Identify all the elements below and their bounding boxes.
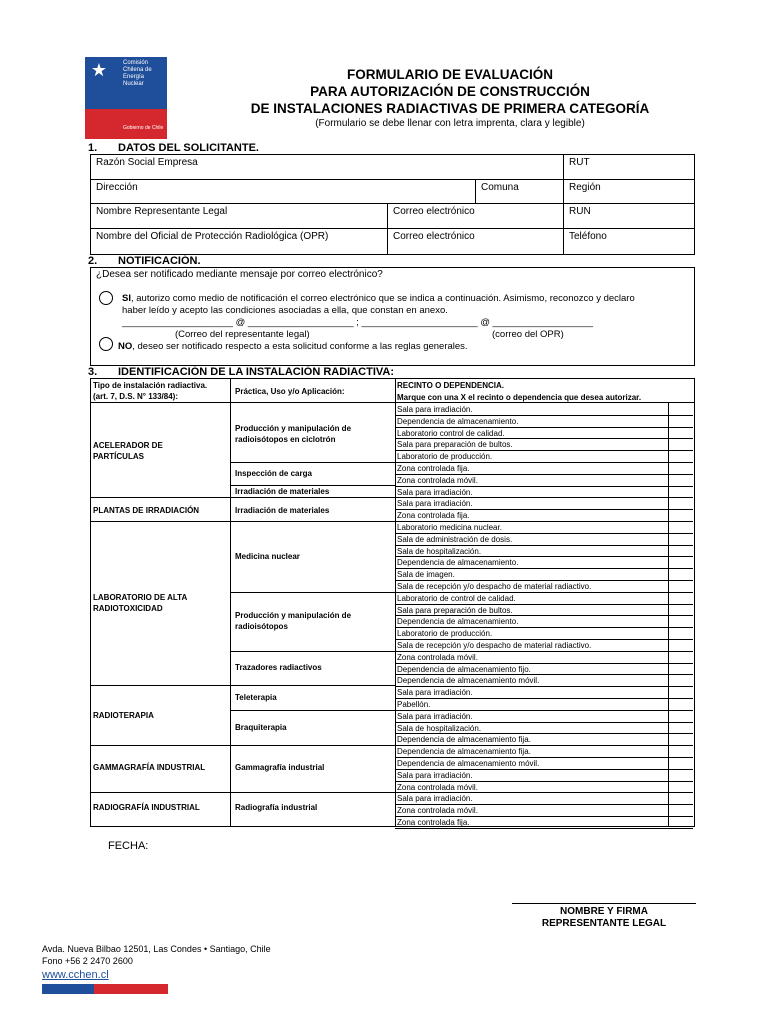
practice-radioisotopos [235, 610, 385, 632]
practice-ciclotron [235, 423, 385, 445]
practice-irradiacion-1 [235, 486, 385, 497]
recinto-row: Sala para preparación de bultos. [397, 440, 513, 450]
recinto-row: Laboratorio de control de calidad. [397, 593, 516, 603]
practice-label: Irradiación de materiales [235, 487, 330, 496]
table-divider [563, 154, 564, 255]
category-label: PLANTAS DE IRRADIACIÓN [93, 506, 200, 515]
recinto-row: Zona controlada móvil. [397, 782, 478, 792]
no-label: NO [118, 341, 133, 352]
category-laboratorio [93, 592, 187, 614]
correo-representante-caption: (Correo del representante legal) [175, 329, 310, 340]
no-text: , deseo ser notificado respecto a esta solicitud conforme a las reglas generales. [132, 341, 468, 352]
practice-label: Trazadores radiactivos [235, 663, 322, 672]
si-label: SI [122, 293, 131, 304]
footer-address: Avda. Nueva Bilbao 12501, Las Condes • Santiago, Chile [42, 944, 271, 954]
recinto-row: Dependencia de almacenamiento fijo. [397, 664, 531, 674]
notification-question: ¿Desea ser notificado mediante mensaje por correo electrónico? [96, 269, 383, 280]
form-title-line-1: FORMULARIO DE EVALUACIÓN [347, 67, 553, 82]
practice-label: Irradiación de materiales [235, 506, 330, 515]
practice-label: radioisótopos en ciclotrón [235, 435, 336, 444]
recinto-row: Zona controlada fija. [397, 511, 470, 521]
form-title-line-3: DE INSTALACIONES RADIACTIVAS DE PRIMERA CATEGORÍA [250, 101, 650, 116]
telefono-field[interactable]: Teléfono [569, 231, 607, 242]
practice-medicina-nuclear [235, 551, 385, 562]
opr-name-field[interactable]: Nombre del Oficial de Protección Radiológica (OPR) [96, 231, 329, 242]
category-acelerador [93, 440, 163, 462]
recinto-row: Laboratorio control de calidad. [397, 428, 505, 438]
table-divider [230, 592, 395, 593]
category-label: ACELERADOR DE [93, 441, 163, 450]
section-3-title: IDENTIFICACIÓN DE LA INSTALACIÓN RADIACTIVA: [118, 366, 395, 378]
recinto-row: Sala de hospitalización. [397, 546, 482, 556]
recinto-row: Sala de imagen. [397, 570, 455, 580]
signature-line[interactable] [512, 903, 696, 904]
si-text-1: , autorizo como medio de notificación el correo electrónico que se indica a continuación. Asimismo, reconozco y declaro [130, 293, 635, 304]
table-divider [90, 685, 395, 686]
footer-red-bar [94, 984, 168, 994]
practice-label: Gammagrafía industrial [235, 763, 325, 772]
recinto-row: Laboratorio de producción. [397, 452, 493, 462]
region-field[interactable]: Región [569, 182, 601, 193]
practice-label: radioisótopos [235, 622, 288, 631]
practice-label: Teleterapia [235, 693, 277, 702]
representante-legal-field[interactable]: Nombre Representante Legal [96, 206, 228, 217]
table-divider [230, 378, 231, 827]
category-label: LABORATORIO DE ALTA [93, 593, 188, 602]
fecha-label[interactable]: FECHA: [108, 840, 149, 852]
logo-text: Comisión Chilena de Energía Nuclear [123, 60, 152, 87]
category-radioterapia [93, 710, 154, 721]
recinto-row: Sala de hospitalización. [397, 723, 482, 733]
recinto-row: Dependencia de almacenamiento móvil. [397, 676, 540, 686]
col-header-tipo-2: (art. 7, D.S. N° 133/84): [93, 392, 179, 401]
recinto-row: Dependencia de almacenamiento. [397, 617, 519, 627]
practice-label: Medicina nuclear [235, 552, 300, 561]
table-divider [230, 710, 395, 711]
section-1-number: 1. [88, 142, 98, 154]
practice-trazadores [235, 662, 385, 673]
category-label: RADIOTOXICIDAD [93, 604, 163, 613]
table-divider [90, 521, 395, 522]
category-label: RADIOGRAFÍA INDUSTRIAL [93, 803, 200, 812]
section-2-heading [88, 255, 201, 267]
col-header-tipo-1: Tipo de instalación radiactiva. [93, 381, 208, 390]
recinto-row: Dependencia de almacenamiento fija. [397, 747, 531, 757]
footer-blue-bar [42, 984, 94, 994]
recinto-row: Sala para irradiación. [397, 487, 473, 497]
recinto-row: Pabellón. [397, 700, 431, 709]
recinto-divider [395, 828, 693, 829]
correo-opr-field[interactable]: Correo electrónico [393, 231, 475, 242]
table-divider [90, 497, 395, 498]
practice-gammagrafia [235, 762, 385, 773]
recinto-row: Dependencia de almacenamiento fija. [397, 735, 531, 745]
recinto-row: Sala para irradiación. [397, 794, 473, 804]
signature-label-1: NOMBRE Y FIRMA [560, 906, 648, 917]
recinto-row: Sala para irradiación. [397, 711, 473, 721]
practice-label: Radiografía industrial [235, 803, 318, 812]
practice-teleterapia [235, 692, 385, 703]
logo-gobierno-text: Gobierno de Chile [123, 125, 164, 131]
practice-label: Producción y manipulación de [235, 424, 352, 433]
recinto-row: Sala para preparación de bultos. [397, 605, 513, 615]
footer-phone: Fono +56 2 2470 2600 [42, 956, 133, 966]
category-label: PARTÍCULAS [93, 452, 144, 461]
recinto-row: Zona controlada móvil. [397, 806, 478, 816]
si-radio[interactable] [99, 291, 113, 305]
section-3-number: 3. [88, 366, 98, 378]
recinto-row: Sala de administración de dosis. [397, 534, 513, 544]
col-header-recinto-2: Marque con una X el recinto o dependencia que desea autorizar. [397, 393, 642, 402]
category-gammagrafia [93, 762, 205, 773]
email-entry-line[interactable]: _____________________ @ ____________________ ; ______________________ @ ___________________ [122, 317, 594, 328]
table-divider [90, 792, 395, 793]
table-divider [90, 203, 695, 204]
recinto-row: Laboratorio de producción. [397, 629, 493, 639]
practice-label: Braquiterapia [235, 723, 287, 732]
category-label: GAMMAGRAFÍA INDUSTRIAL [93, 763, 206, 772]
recinto-row: Zona controlada fija. [397, 464, 470, 473]
practice-label: Inspección de carga [235, 469, 312, 478]
recinto-row: Sala para irradiación. [397, 405, 473, 414]
table-divider [230, 462, 395, 463]
table-divider [475, 179, 476, 203]
practice-radiografia [235, 802, 385, 813]
no-option-text [118, 341, 468, 353]
section-2-number: 2. [88, 255, 98, 267]
razon-social-field[interactable]: Razón Social Empresa [96, 157, 198, 168]
recinto-row: Zona controlada móvil. [397, 475, 478, 485]
section-2-title: NOTIFICACIÓN. [118, 255, 201, 267]
col-header-practica: Práctica, Uso y/o Aplicación: [235, 387, 345, 396]
table-divider [230, 651, 395, 652]
section-3-heading [88, 366, 394, 378]
section-1-heading [88, 142, 259, 154]
direccion-field[interactable]: Dirección [96, 182, 138, 193]
recinto-row: Laboratorio medicina nuclear. [397, 523, 502, 532]
recinto-row: Zona controlada fija. [397, 818, 470, 827]
rut-field[interactable]: RUT [569, 157, 590, 168]
practice-label: Producción y manipulación de [235, 611, 352, 620]
si-text-2: haber leído y acepto las condiciones asociadas a ella, que constan en anexo. [122, 305, 448, 316]
signature-label-2: REPRESENTANTE LEGAL [541, 918, 667, 929]
table-divider [90, 228, 695, 229]
recinto-row: Sala de recepción y/o despacho de material radiactivo. [397, 641, 592, 650]
practice-braquiterapia [235, 722, 385, 733]
footer-website-link[interactable]: www.cchen.cl [42, 969, 109, 981]
practice-irradiacion-2 [235, 505, 385, 516]
section-1-title: DATOS DEL SOLICITANTE. [118, 142, 259, 154]
form-subtitle: (Formulario se debe llenar con letra imprenta, clara y legible) [315, 118, 585, 129]
category-radiografia [93, 802, 200, 813]
recinto-row: Sala para irradiación. [397, 499, 473, 509]
recinto-row: Sala para irradiación. [397, 770, 473, 780]
table-divider [387, 203, 388, 255]
category-label: RADIOTERAPIA [93, 711, 154, 720]
recinto-row: Dependencia de almacenamiento. [397, 558, 519, 568]
practice-inspeccion-carga [235, 468, 385, 479]
correo-representante-field[interactable]: Correo electrónico [393, 206, 475, 217]
recinto-row: Zona controlada móvil. [397, 652, 478, 662]
no-radio[interactable] [99, 337, 113, 351]
recinto-row: Sala de recepción y/o despacho de material radiactivo. [397, 582, 592, 591]
table-divider [90, 179, 695, 180]
correo-opr-caption: (correo del OPR) [492, 329, 564, 340]
col-header-recinto-1: RECINTO O DEPENDENCIA. [397, 381, 504, 390]
recinto-row: Dependencia de almacenamiento móvil. [397, 759, 540, 768]
table-divider [395, 378, 396, 827]
star-icon: ★ [90, 60, 108, 80]
run-field[interactable]: RUN [569, 206, 591, 217]
form-title-line-2: PARA AUTORIZACIÓN DE CONSTRUCCIÓN [310, 84, 590, 99]
si-option-text [122, 293, 635, 305]
table-divider [90, 745, 395, 746]
recinto-row: Sala para irradiación. [397, 688, 473, 698]
recinto-row: Dependencia de almacenamiento. [397, 416, 519, 426]
comuna-field[interactable]: Comuna [481, 182, 519, 193]
category-plantas [93, 505, 199, 516]
